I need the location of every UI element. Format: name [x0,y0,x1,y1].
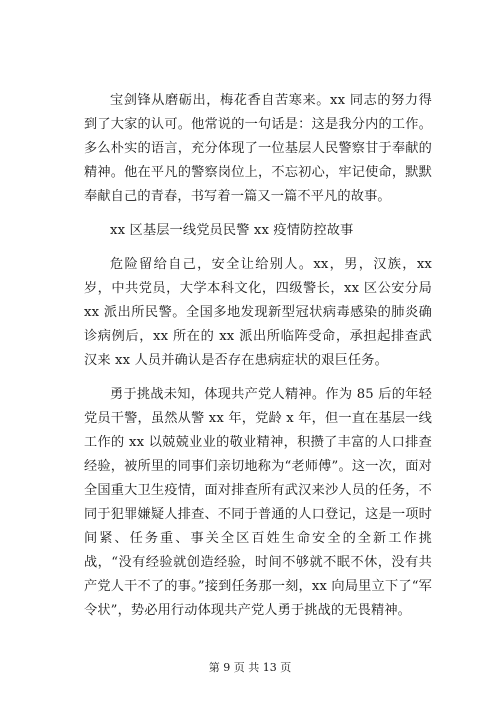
paragraph-1: 宝剑锋从磨砺出，梅花香自苦寒来。xx 同志的努力得到了大家的认可。他常说的一句话是：这是我分内的工作。多么朴实的语言，充分体现了一位基层人民警察甘于奉献的精神。他在平凡的警察岗位上，不忘初心，牢记使命，默默奉献自己的青春，书写着一篇又一篇不平凡的故事。 [84,93,432,204]
document-body [84,89,432,633]
page-number-footer: 第 9 页 共 13 页 [208,661,292,674]
section-heading: xx 区基层一线党员民警 xx 疫情防控故事 [110,223,354,238]
paragraph-2: 危险留给自己，安全让给别人。xx，男，汉族，xx 岁，中共党员，大学本科文化，四级警长，xx 区公安分局 xx 派出所民警。全国多地发现新型冠状病毒感染的肺炎确诊病例后，xx 所在的 xx 派出所临阵受命，承担起排查武汉来 xx 人员并确认是否存在患病症状的艰巨任务。 [84,257,432,368]
paragraph-3: 勇于挑战未知，体现共产党人精神。作为 85 后的年轻党员干警，虽然从警 xx 年，党龄 x 年，但一直在基层一线工作的 xx 以兢兢业业的敬业精神，积攒了丰富的人口排查经验，被所里的同事们亲切地称为“老师傅”。这一次，面对全国重大卫生疫情，面对排查所有武汉来沙人员的任务，不同于犯罪嫌疑人排查、不同于普通的人口登记，这是一项时间紧、任务重、事关全区百姓生命安全的全新工作挑战，“没有经验就创造经验，时间不够就不眠不休，没有共产党人干不了的事。”接到任务那一刻，xx 向局里立下了“军令状”，势必用行动体现共产党人勇于挑战的无畏精神。 [84,387,432,618]
